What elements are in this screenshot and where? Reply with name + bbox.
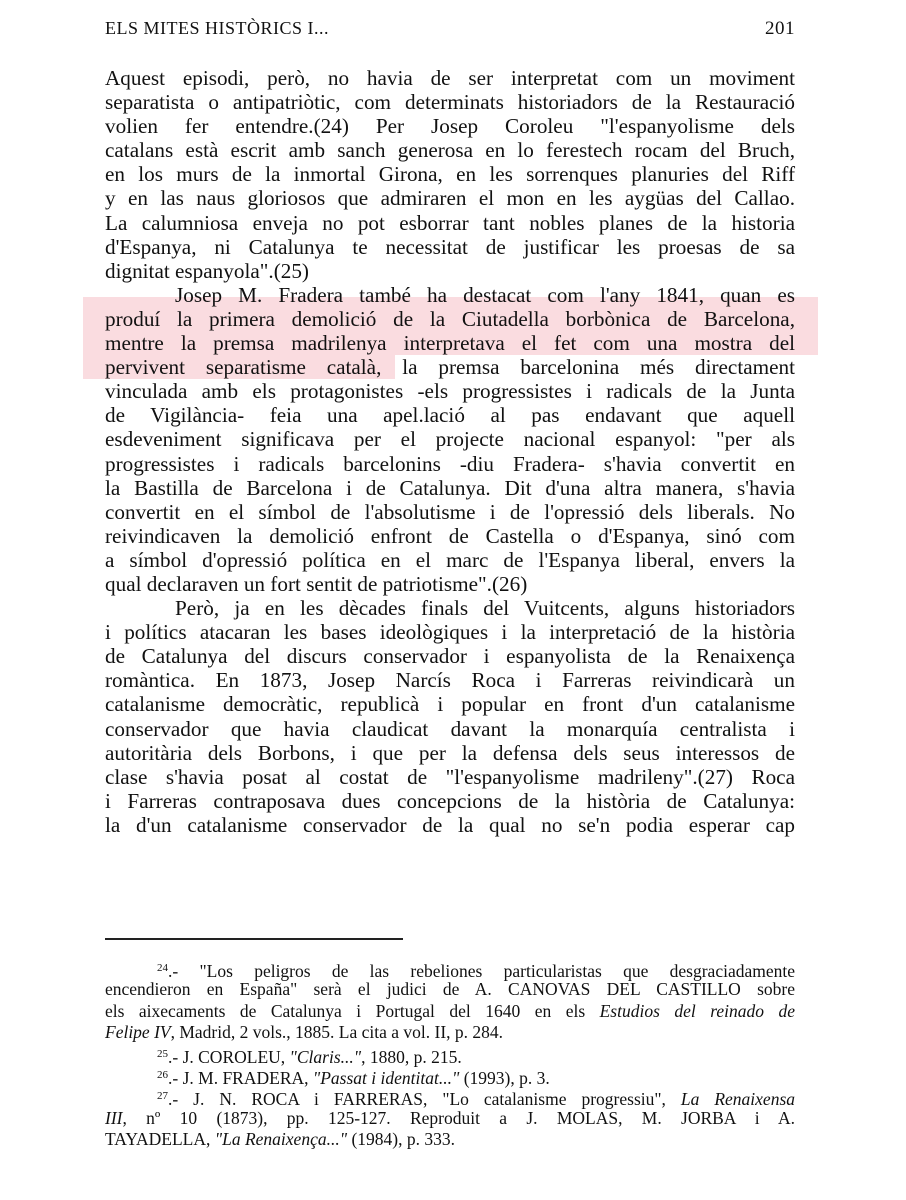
body-line: pervivent separatisme català, la premsa barcelonina més directament (105, 355, 795, 380)
footnote (105, 1086, 795, 1150)
footnote-text: .- J. COROLEU, (168, 1046, 290, 1067)
footnote-text: .- J. N. ROCA i FARRERAS, "Lo catalanisme progressiu", (168, 1089, 681, 1110)
body-line: dignitat espanyola".(25) (105, 258, 309, 283)
footnote (105, 1044, 795, 1065)
footnote-text: TAYADELLA, (105, 1129, 215, 1150)
footnote-line (105, 1129, 795, 1150)
body-line: convertit en el símbol de l'absolutisme i de l'opressió dels liberals. No (105, 499, 795, 524)
body-line: clase s'havia posat al costat de "l'espanyolisme madrileny".(27) Roca (105, 764, 795, 789)
body-line: Aquest episodi, però, no havia de ser interpretat com un moviment (105, 66, 795, 90)
footnote-line (105, 1022, 795, 1043)
body-line: qual declaraven un fort sentit de patriotisme".(26) (105, 571, 528, 596)
body-line: autoritària dels Borbons, i que per la defensa dels seus interessos de (105, 740, 795, 765)
body-line: reivindicaven la demolició enfront de Castella o d'Espanya, sinó com (105, 523, 795, 548)
footnote-line (105, 1086, 796, 1110)
body-line: de Vigilància- feia una apel.lació al pas endavant que aquell (105, 403, 795, 428)
body-line: romàntica. En 1873, Josep Narcís Roca i Farreras reivindicarà un (105, 668, 795, 693)
footnote-marker: 26 (157, 1068, 168, 1081)
footnote-line (105, 1108, 795, 1129)
footnote-italic-text: Felipe IV (105, 1022, 171, 1043)
footnote-line (105, 979, 795, 1000)
footnote-line (105, 1044, 795, 1065)
body-line: de Catalunya del discurs conservador i espanyolista de la Renaixença (105, 644, 795, 669)
body-line: catalanisme democràtic, republicà i popular en front d'un catalanisme (105, 692, 795, 717)
body-text (105, 66, 795, 837)
footnote-italic-text: "La Renaixença..." (214, 1129, 348, 1150)
footnote-italic-text: "Claris..." (289, 1046, 362, 1067)
body-line: catalans està escrit amb sanch generosa en lo ferestech rocam del Bruch, (105, 138, 795, 163)
footnote-text: , 1880, p. 215. (361, 1046, 462, 1067)
footnote-line (105, 958, 795, 979)
body-line: i Farreras contraposava dues concepcions de la història de Catalunya: (105, 788, 795, 813)
footnotes (105, 958, 795, 1151)
body-line: vinculada amb els protagonistes -els progressistes i radicals de la Junta (105, 379, 795, 404)
footnote-italic-text: III (105, 1107, 123, 1128)
footnote-marker: 25 (157, 1047, 168, 1060)
footnote-rule (105, 938, 403, 940)
body-line: la Bastilla de Barcelona i de Catalunya. Dit d'una altra manera, s'havia (105, 475, 795, 500)
body-line: i polítics atacaran les bases ideològiques i la interpretació de la història (105, 620, 795, 645)
footnote (105, 958, 795, 1044)
footnote-italic-text: La Renaixensa (680, 1089, 796, 1110)
footnote-text: els aixecaments de Catalunya i Portugal del 1640 en els (105, 1000, 600, 1021)
footnote-text: encendieron en España" serà el judici de A. CANOVAS DEL CASTILLO sobre (105, 979, 795, 1000)
body-line: La calumniosa enveja no pot esborrar tant nobles planes de la historia (105, 210, 795, 235)
footnote-text: , Madrid, 2 vols., 1885. La cita a vol. II, p. 284. (170, 1022, 504, 1043)
footnote-line (105, 1001, 795, 1022)
body-line: la d'un catalanisme conservador de la qual no se'n podia esperar cap (105, 812, 795, 837)
footnote-italic-text: "Passat i identitat..." (312, 1067, 460, 1088)
body-line: separatista o antipatriòtic, com determinats historiadors de la Restauració (105, 90, 795, 115)
body-line: mentre la premsa madrilenya interpretava el fet com una mostra del (105, 331, 795, 356)
footnote-text: .- "Los peligros de las rebeliones particularistas que desgraciadamente (168, 961, 795, 981)
footnote-italic-text: Estudios del reinado de (599, 1000, 795, 1021)
running-title: ELS MITES HISTÒRICS I... (105, 18, 330, 38)
body-line: d'Espanya, ni Catalunya te necessitat de justificar les proesas de sa (105, 234, 795, 259)
footnote-marker: 27 (157, 1090, 168, 1103)
body-line: volien fer entendre.(24) Per Josep Coroleu "l'espanyolisme dels (105, 114, 795, 139)
body-line: esdeveniment significava per el projecte nacional espanyol: "per als (105, 427, 795, 452)
page-number: 201 (765, 18, 795, 39)
body-line: en los murs de la inmortal Girona, en les sorrenques planuries del Riff (105, 162, 795, 187)
footnote-text: (1993), p. 3. (459, 1067, 550, 1088)
footnote-text: , nº 10 (1873), pp. 125-127. Reproduit a J. MOLAS, M. JORBA i A. (122, 1107, 795, 1128)
body-line: a símbol d'opressió política en el marc de l'Espanya liberal, envers la (105, 547, 795, 572)
footnote-line (105, 1065, 795, 1086)
footnote-text: (1984), p. 333. (347, 1129, 455, 1150)
running-header (105, 18, 795, 48)
body-line: y en las naus gloriosos que admiraren el mon en les aygüas del Callao. (105, 186, 795, 211)
body-line: progressistes i radicals barcelonins -diu Fradera- s'havia convertit en (105, 451, 795, 476)
footnote-text: .- J. M. FRADERA, (168, 1067, 313, 1088)
body-line: produí la primera demolició de la Ciutadella borbònica de Barcelona, (105, 306, 795, 331)
body-line: Josep M. Fradera també ha destacat com l'any 1841, quan es (175, 282, 795, 307)
footnote-marker: 24 (157, 962, 168, 974)
body-line: Però, ja en les dècades finals del Vuitcents, alguns historiadors (175, 596, 795, 621)
body-line: conservador que havia claudicat davant la monarquía centralista i (105, 716, 795, 741)
footnote (105, 1065, 795, 1086)
